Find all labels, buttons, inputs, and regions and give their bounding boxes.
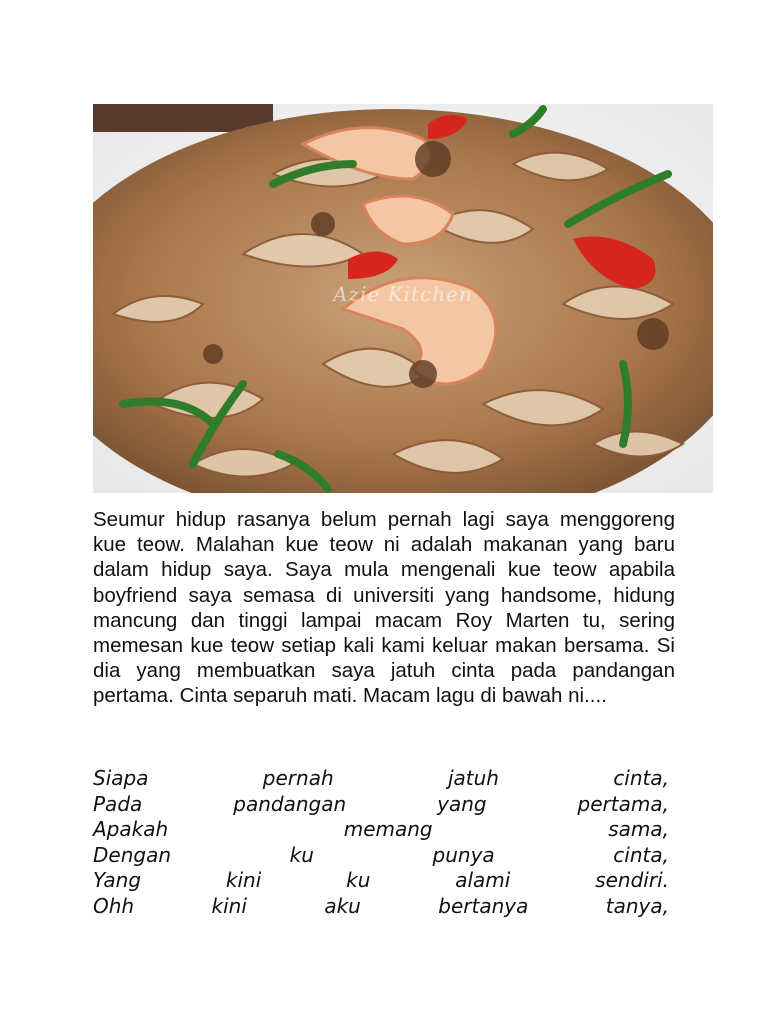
lyric-word: kini (211, 893, 247, 918)
lyric-word: punya (432, 842, 495, 867)
photo-watermark: Azie Kitchen (333, 282, 473, 306)
lyric-word: memang (343, 817, 433, 841)
lyric-word: Siapa (93, 766, 149, 790)
lyric-line (93, 868, 669, 894)
lyric-word: tanya, (605, 893, 669, 918)
lyric-word: pernah (262, 766, 334, 790)
lyric-word: yang (437, 791, 487, 816)
lyric-word: pandangan (233, 791, 347, 816)
lyric-word: Dengan (93, 842, 172, 867)
lyric-word: ku (346, 868, 371, 892)
body-paragraph: Seumur hidup rasanya belum pernah lagi saya menggoreng kue teow. Malahan kue teow ni adalah makanan yang baru dalam hidup saya. Saya mula mengenali kue teow apabila boyfriend saya semasa di universiti yang handsome, hidung mancung dan tinggi lampai macam Roy Marten tu, sering memesan kue teow setiap kali kami keluar makan bersama. Si dia yang membuatkan saya jatuh cinta pada pandangan pertama. Cinta separuh mati. Macam lagu di bawah ni.... (93, 508, 675, 708)
lyric-word: sendiri. (595, 868, 669, 892)
lyric-word: aku (324, 893, 361, 918)
lyric-word: Apakah (93, 817, 169, 841)
lyric-word: bertanya (438, 893, 529, 918)
lyric-line (93, 817, 669, 843)
lyric-word: Pada (93, 791, 143, 816)
lyric-word: jatuh (447, 766, 499, 790)
lyric-word: Ohh (93, 893, 135, 918)
lyric-line (93, 792, 669, 818)
lyric-word: ku (289, 842, 314, 867)
lyric-word: kini (225, 868, 262, 892)
lyric-word: cinta, (613, 766, 669, 790)
lyric-word: Yang (93, 868, 142, 892)
lyric-line (93, 843, 669, 869)
lyric-word: sama, (608, 817, 669, 841)
lyric-line (93, 894, 669, 920)
food-photo (93, 104, 713, 493)
lyric-line (93, 766, 669, 792)
lyric-word: cinta, (613, 842, 669, 867)
lyric-word: alami (455, 868, 511, 892)
song-lyrics (93, 766, 669, 919)
lyric-word: pertama, (577, 791, 669, 816)
